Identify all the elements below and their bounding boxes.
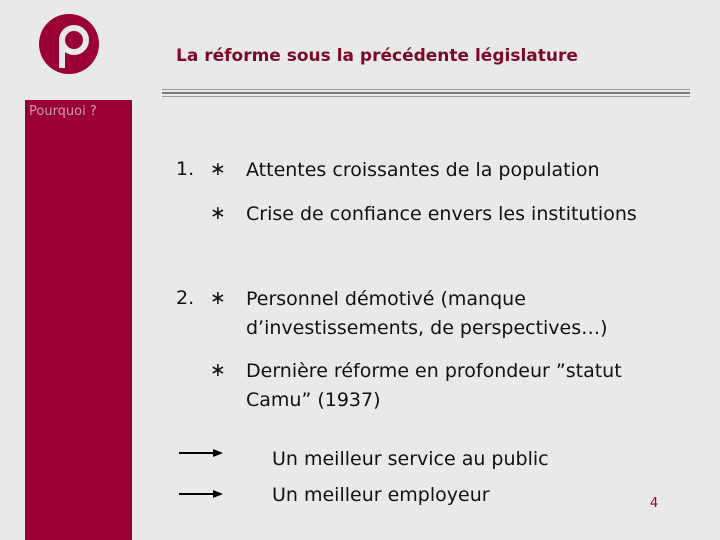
right-arrow-icon bbox=[179, 489, 223, 499]
bullet-item-line: Personnel démotivé (manque bbox=[246, 288, 526, 310]
bullet-item: Crise de confiance envers les institutions bbox=[246, 203, 637, 225]
title-divider bbox=[162, 89, 690, 99]
bullet-star: ∗ bbox=[210, 202, 226, 224]
page-title: La réforme sous la précédente législature bbox=[176, 46, 578, 66]
right-arrow-icon bbox=[179, 448, 223, 458]
bullet-star: ∗ bbox=[210, 158, 226, 180]
page-number: 4 bbox=[650, 496, 659, 511]
outcome-item: Un meilleur employeur bbox=[272, 484, 490, 506]
bullet-item-line: d’investissements, de perspectives…) bbox=[246, 317, 608, 339]
sidebar-label: Pourquoi ? bbox=[29, 104, 97, 119]
bullet-item-line: Dernière réforme en profondeur ”statut bbox=[246, 360, 622, 382]
outcome-item: Un meilleur service au public bbox=[272, 448, 549, 470]
section-number-2: 2. bbox=[176, 287, 195, 309]
bullet-star: ∗ bbox=[210, 287, 226, 309]
section-number-1: 1. bbox=[176, 158, 195, 180]
logo bbox=[37, 12, 101, 76]
bullet-star: ∗ bbox=[210, 359, 226, 381]
bullet-item: Attentes croissantes de la population bbox=[246, 159, 600, 181]
bullet-item-line: Camu” (1937) bbox=[246, 389, 381, 411]
sidebar bbox=[25, 100, 132, 540]
